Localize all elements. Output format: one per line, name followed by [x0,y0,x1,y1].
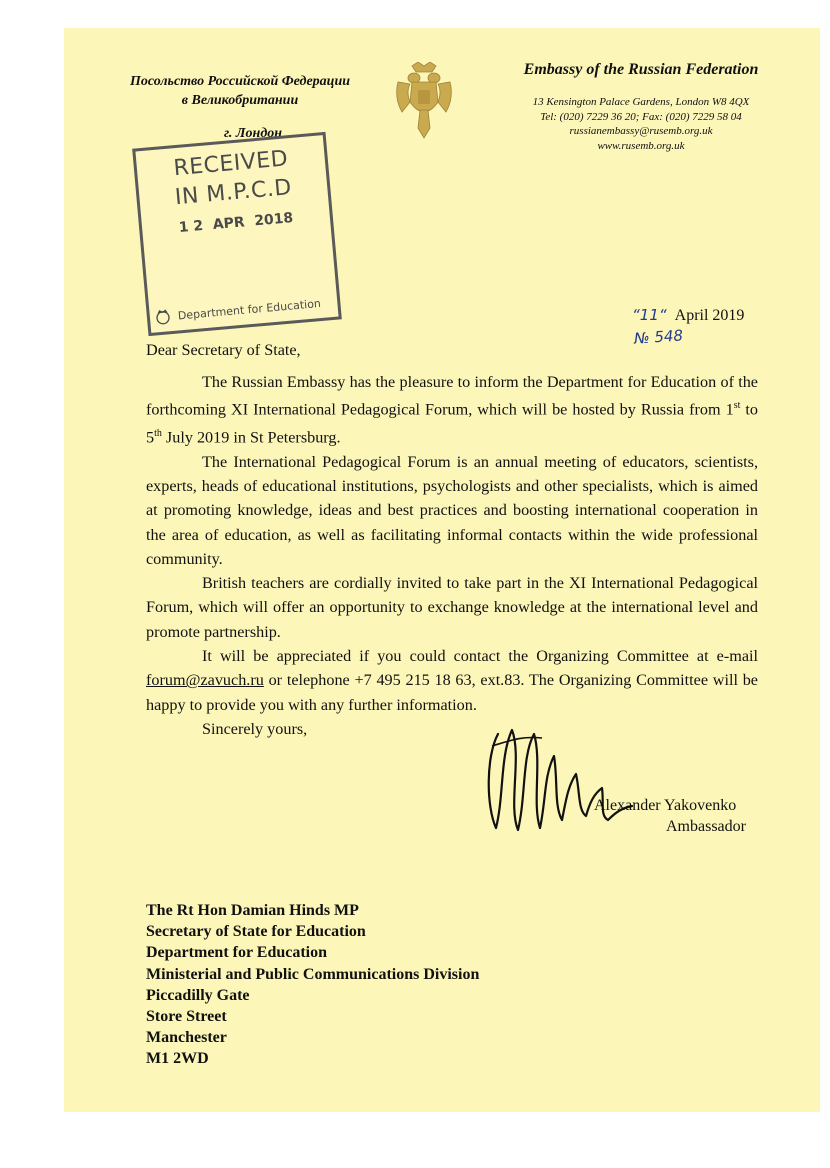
stamp-line2: IN M.P.C.D [173,175,293,211]
closing: Sincerely yours, [202,719,308,738]
received-stamp [132,132,342,336]
superscript-th: th [154,427,162,439]
crown-crest-icon [153,307,173,327]
recipient-line: The Rt Hon Damian Hinds MP [146,902,359,919]
paragraph-1-c: July 2019 in St Petersburg. [161,428,341,447]
coat-of-arms-emblem [392,62,456,140]
letterhead-ru-city: г. Лондон [223,126,283,141]
letterhead-address: 13 Kensington Palace Gardens, London W8 4QX [532,96,750,108]
letterhead-web: www.rusemb.org.uk [597,139,685,152]
paragraph-1 [146,370,758,450]
paragraph-3: British teachers are cordially invited to take part in the XI International Pedagogical Forum, which will offer an opportunity to exchange knowledge at the international level and promote partnership. [146,574,758,641]
paragraph-1-b: to 5 [146,400,758,447]
salutation: Dear Secretary of State, [146,341,301,359]
paragraph-4-b: or telephone +7 495 215 18 63, ext.83. The Organizing Committee will be happy to provide you with any further information. [146,671,758,714]
recipient-line: Department for Education [146,944,328,962]
stamp-footer [153,293,334,327]
recipient-line: Manchester [146,1029,227,1047]
recipient-line: Piccadilly Gate [146,986,250,1004]
date-month-year: April 2019 [674,307,745,324]
date-day-handwritten: “11“ [632,306,667,324]
letterhead-ru-line1: Посольство Российской Федерации [129,74,351,89]
paragraph-2: The International Pedagogical Forum is an annual meeting of educators, scientists, experts, heads of educational institutions, psychologists and other specialists, which is aimed at promoting knowledge, ideas and best practices and boosting international cooperation in the area of education, as well as facilitating informal contacts within the wide professional community. [146,452,758,568]
ambassador-signature [482,716,642,844]
letter-body [146,370,758,741]
recipient-address [146,900,566,1070]
paragraph-4 [146,644,758,717]
stamp-date: 1 2 APR 2018 [178,210,294,237]
letterhead-email: russianembassy@rusemb.org.uk [569,125,713,137]
letterhead-ru [100,72,380,110]
stamp-dept: Department for Education [177,296,322,322]
letterhead-phone-fax: Tel: (020) 7229 36 20; Fax: (020) 7229 58 04 [540,110,742,123]
reference-number-handwritten: № 548 [633,326,684,348]
recipient-line: M1 2WD [146,1050,209,1068]
stamp-line1: RECEIVED [172,146,290,182]
recipient-line: Secretary of State for Education [146,923,366,941]
paragraph-1-a: The Russian Embassy has the pleasure to inform the Department for Education of the forthcoming XI International Pedagogical Forum, which will be hosted by Russia from 1 [146,373,758,419]
paragraph-4-a: It will be appreciated if you could contact the Organizing Committee at e-mail [202,647,758,666]
signatory-name: Alexander Yakovenko [594,797,737,814]
letter-date [632,306,772,325]
signatory-title: Ambassador [666,818,746,835]
letterhead-ru-line2: в Великобритании [181,93,299,108]
organizer-email-link[interactable]: forum@zavuch.ru [146,671,264,690]
letterhead-en-title: Embassy of the Russian Federation [523,61,759,78]
letterhead-en-contact [506,95,776,153]
recipient-line: Store Street [146,1008,227,1026]
recipient-line: Ministerial and Public Communications Division [146,965,480,983]
superscript-st: st [733,400,741,412]
